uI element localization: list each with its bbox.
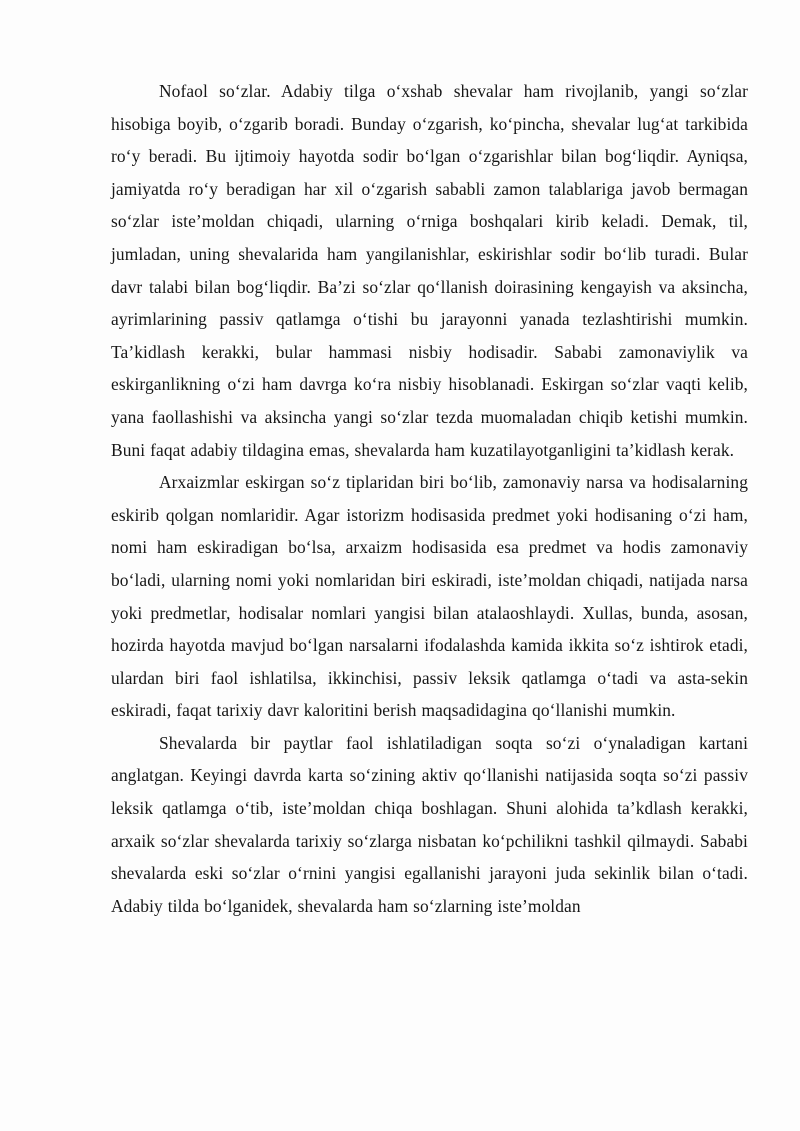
document-body: [111, 75, 748, 922]
paragraph-nofaol-sozlar: Nofaol soʻzlar. Adabiy tilga oʻxshab shevalar ham rivojlanib, yangi soʻzlar hisobiga boyib, oʻzgarib boradi. Bunday oʻzgarish, koʻpincha, shevalar lugʻat tarkibida roʻy beradi. Bu ijtimoiy hayotda sodir boʻlgan oʻzgarishlar bilan bogʻliqdir. Ayniqsa, jamiyatda roʻy beradigan har xil oʻzgarish sababli zamon talablariga javob bermagan soʻzlar iste’moldan chiqadi, ularning oʻrniga boshqalari kirib keladi. Demak, til, jumladan, uning shevalarida ham yangilanishlar, eskirishlar sodir boʻlib turadi. Bular davr talabi bilan bogʻliqdir. Ba’zi soʻzlar qoʻllanish doirasining kengayish va aksincha, ayrimlarining passiv qatlamga oʻtishi bu jarayonni yanada tezlashtirishi mumkin. Ta’kidlash kerakki, bular hammasi nisbiy hodisadir. Sababi zamonaviylik va eskirganlikning oʻzi ham davrga koʻra nisbiy hisoblanadi. Eskirgan soʻzlar vaqti kelib, yana faollashishi va aksincha yangi soʻzlar tezda muomaladan chiqib ketishi mumkin. Buni faqat adabiy tildagina emas, shevalarda ham kuzatilayotganligini ta’kidlash kerak.: [111, 81, 748, 460]
paragraph-arxaizmlar: Arxaizmlar eskirgan soʻz tiplaridan biri boʻlib, zamonaviy narsa va hodisalarning eskirib qolgan nomlaridir. Agar istorizm hodisasida predmet yoki hodisaning oʻzi ham, nomi ham eskiradigan boʻlsa, arxaizm hodisasida esa predmet va hodis zamonaviy boʻladi, ularning nomi yoki nomlaridan biri eskiradi, iste’moldan chiqadi, natijada narsa yoki predmetlar, hodisalar nomlari yangisi bilan atalaoshlaydi. Xullas, bunda, asosan, hozirda hayotda mavjud boʻlgan narsalarni ifodalashda kamida ikkita soʻz ishtirok etadi, ulardan biri faol ishlatilsa, ikkinchisi, passiv leksik qatlamga oʻtadi va asta-sekin eskiradi, faqat tarixiy davr kaloritini berish maqsadidagina qoʻllanishi mumkin.: [111, 472, 748, 721]
paragraph-shevalarda: Shevalarda bir paytlar faol ishlatiladigan soqta soʻzi oʻynaladigan kartani anglatgan. Keyingi davrda karta soʻzining aktiv qoʻllanishi natijasida soqta soʻzi passiv leksik qatlamga oʻtib, iste’moldan chiqa boshlagan. Shuni alohida ta’kdlash kerakki, arxaik soʻzlar shevalarda tarixiy soʻzlarga nisbatan koʻpchilikni tashkil qilmaydi. Sababi shevalarda eski soʻzlar oʻrnini yangisi egallanishi jarayoni juda sekinlik bilan oʻtadi. Adabiy tilda boʻlganidek, shevalarda ham soʻzlarning iste’moldan: [111, 732, 748, 916]
